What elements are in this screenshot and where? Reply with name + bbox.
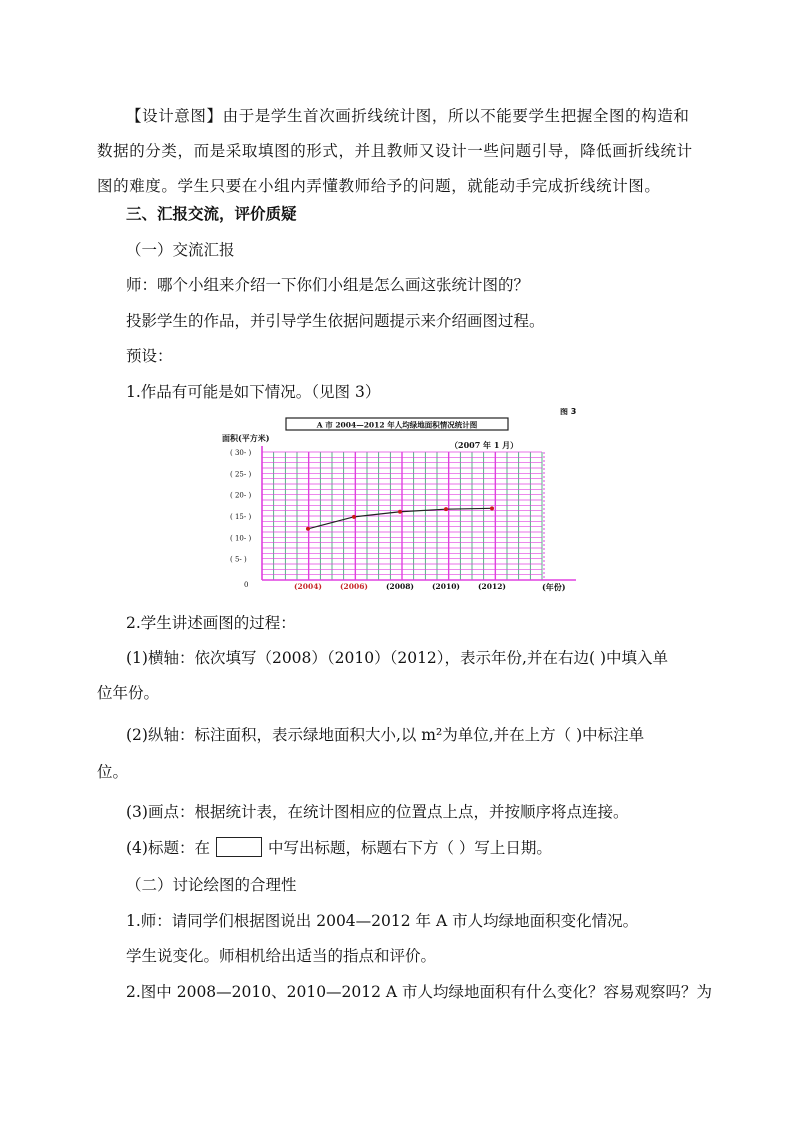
step-4-after: 中写出标题，标题右下方（ ）写上日期。 [267, 839, 552, 857]
y-tick-label-5: ( 5- ) [230, 555, 247, 564]
teacher-question-1: 师：哪个小组来介绍一下你们小组是怎么画这张统计图的？ [126, 276, 530, 294]
x-tick-labels [294, 582, 506, 591]
design-intent-line-2: 数据的分类，而是采取填图的形式，并且教师又设计一些问题引导，降低画折线统计 [97, 142, 693, 160]
design-intent-line-3: 图的难度。学生只要在小组内弄懂教师给予的问题，就能动手完成折线统计图。 [97, 177, 661, 195]
figure-3-line-chart [200, 408, 594, 592]
y-tick-label-15: ( 15- ) [230, 513, 252, 521]
x-tick-label-2012: (2012) [478, 582, 506, 591]
y-tick-label-25: ( 25- ) [230, 470, 252, 479]
item-2-text: 2.学生讲述画图的过程： [126, 614, 296, 632]
step-2-line-2: 位。 [97, 763, 129, 781]
x-axis-label: (年份) [542, 582, 566, 592]
data-point-2006 [352, 515, 356, 519]
x-tick-label-2006: (2006) [340, 582, 368, 591]
step-3-text: (3)画点：根据统计表，在统计图相应的位置点上点，并按顺序将点连接。 [126, 803, 629, 821]
students-talk-text: 学生说变化。师相机给出适当的指点和评价。 [126, 947, 437, 965]
teacher-question-2: 1.师：请同学们根据图说出 2004—2012 年 A 市人均绿地面积变化情况。 [126, 912, 639, 930]
title-blank-box [216, 837, 262, 857]
figure-label: 图 3 [560, 408, 577, 416]
x-tick-label-2004: (2004) [294, 582, 322, 591]
design-intent-line-1: 【设计意图】由于是学生首次画折线统计图，所以不能要学生把握全图的构造和 [126, 107, 690, 125]
data-point-2010 [444, 507, 448, 511]
data-point-2008 [398, 510, 402, 514]
origin-label: 0 [244, 581, 249, 589]
x-tick-label-2010: (2010) [432, 582, 460, 591]
subsection-2-heading: （二）讨论绘图的合理性 [126, 876, 297, 894]
step-1-line-2: 位年份。 [97, 684, 160, 702]
step-2-line-1: (2)纵轴：标注面积，表示绿地面积大小,以 m²为单位,并在上方（ )中标注单 [126, 726, 645, 744]
y-tick-label-20: ( 20- ) [230, 491, 252, 500]
step-4-before: (4)标题：在 [126, 839, 210, 857]
y-axis-label: 面积(平方米) [222, 433, 270, 443]
subsection-1-heading: （一）交流汇报 [126, 241, 235, 259]
section-3-heading: 三、汇报交流，评价质疑 [126, 204, 297, 223]
data-points [306, 506, 494, 530]
step-4-text [126, 836, 552, 858]
x-tick-label-2008: (2008) [386, 582, 414, 591]
data-point-2004 [306, 527, 310, 531]
projection-text: 投影学生的作品，并引导学生依据问题提示来介绍画图过程。 [126, 312, 545, 330]
data-point-2012 [490, 506, 494, 510]
step-1-line-1: (1)横轴：依次填写（2008）（2010）（2012），表示年份,并在右边( )中填入单 [126, 649, 668, 667]
chart-title: A 市 2004—2012 年人均绿地面积情况统计图 [316, 420, 478, 430]
y-tick-label-30: ( 30- ) [230, 449, 252, 457]
preset-label: 预设： [126, 347, 173, 365]
chart-date-label: （2007 年 1 月） [450, 440, 519, 450]
y-tick-label-10: ( 10- ) [230, 534, 252, 543]
item-1-text: 1.作品有可能是如下情况。（见图 3） [126, 383, 381, 401]
y-tick-labels [230, 449, 251, 564]
question-3-text: 2.图中 2008—2010、2010—2012 A 市人均绿地面积有什么变化？容易观察吗？为 [126, 983, 713, 1001]
